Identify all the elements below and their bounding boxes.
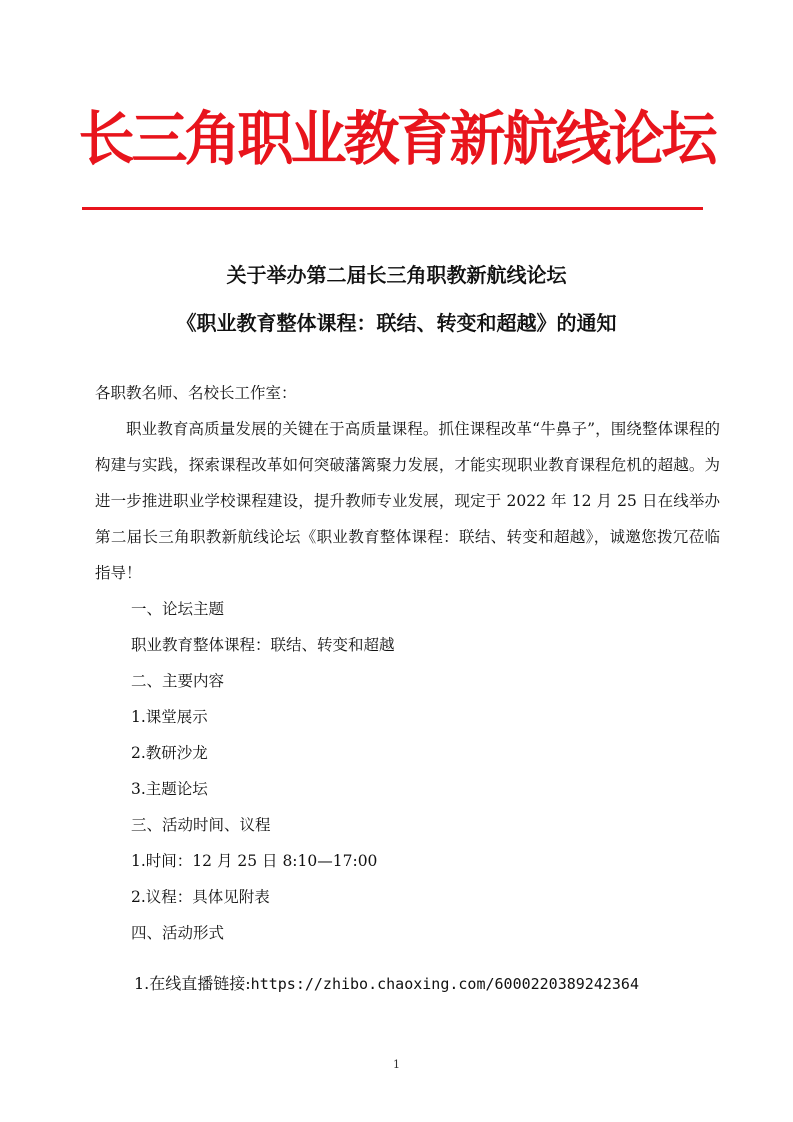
live-stream-label: 1.在线直播链接:	[134, 974, 251, 993]
content-item: 2.教研沙龙	[131, 744, 208, 762]
content-item: 1.课堂展示	[131, 708, 208, 726]
notice-title-line-2: 《职业教育整体课程：联结、转变和超越》的通知	[176, 311, 617, 335]
section-1-heading: 一、论坛主题	[131, 600, 225, 618]
content-item: 3.主题论坛	[131, 780, 208, 798]
notice-title-line-1: 关于举办第二届长三角职教新航线论坛	[226, 263, 567, 287]
intro-paragraph: 职业教育高质量发展的关键在于高质量课程。抓住课程改革“牛鼻子”，围绕整体课程的构建与实践，探索课程改革如何突破藩篱聚力发展，才能实现职业教育课程危机的超越。为进一步推进职业学校课程建设，提升教师专业发展，现定于 2022 年 12 月 25 日在线举办第二届长三角职教新航线论坛《职业教育整体课程：联结、转变和超越》，诚邀您拨冗莅临指导！	[95, 420, 720, 582]
live-stream-line	[134, 970, 639, 998]
schedule-time: 1.时间：12 月 25 日 8:10—17:00	[131, 852, 378, 870]
section-4-heading: 四、活动形式	[131, 924, 225, 942]
schedule-agenda: 2.议程：具体见附表	[131, 888, 270, 906]
section-3-heading: 三、活动时间、议程	[131, 816, 271, 834]
section-2-heading: 二、主要内容	[131, 672, 225, 690]
notice-body	[95, 375, 720, 951]
live-stream-link[interactable]: https://zhibo.chaoxing.com/6000220389242364	[250, 975, 639, 993]
forum-theme-text: 职业教育整体课程：联结、转变和超越	[131, 636, 395, 654]
red-divider	[82, 207, 703, 210]
page-number: 1	[393, 1058, 400, 1071]
salutation: 各职教名师、名校长工作室：	[95, 384, 297, 402]
masthead-title: 长三角职业教育新航线论坛	[78, 105, 715, 174]
